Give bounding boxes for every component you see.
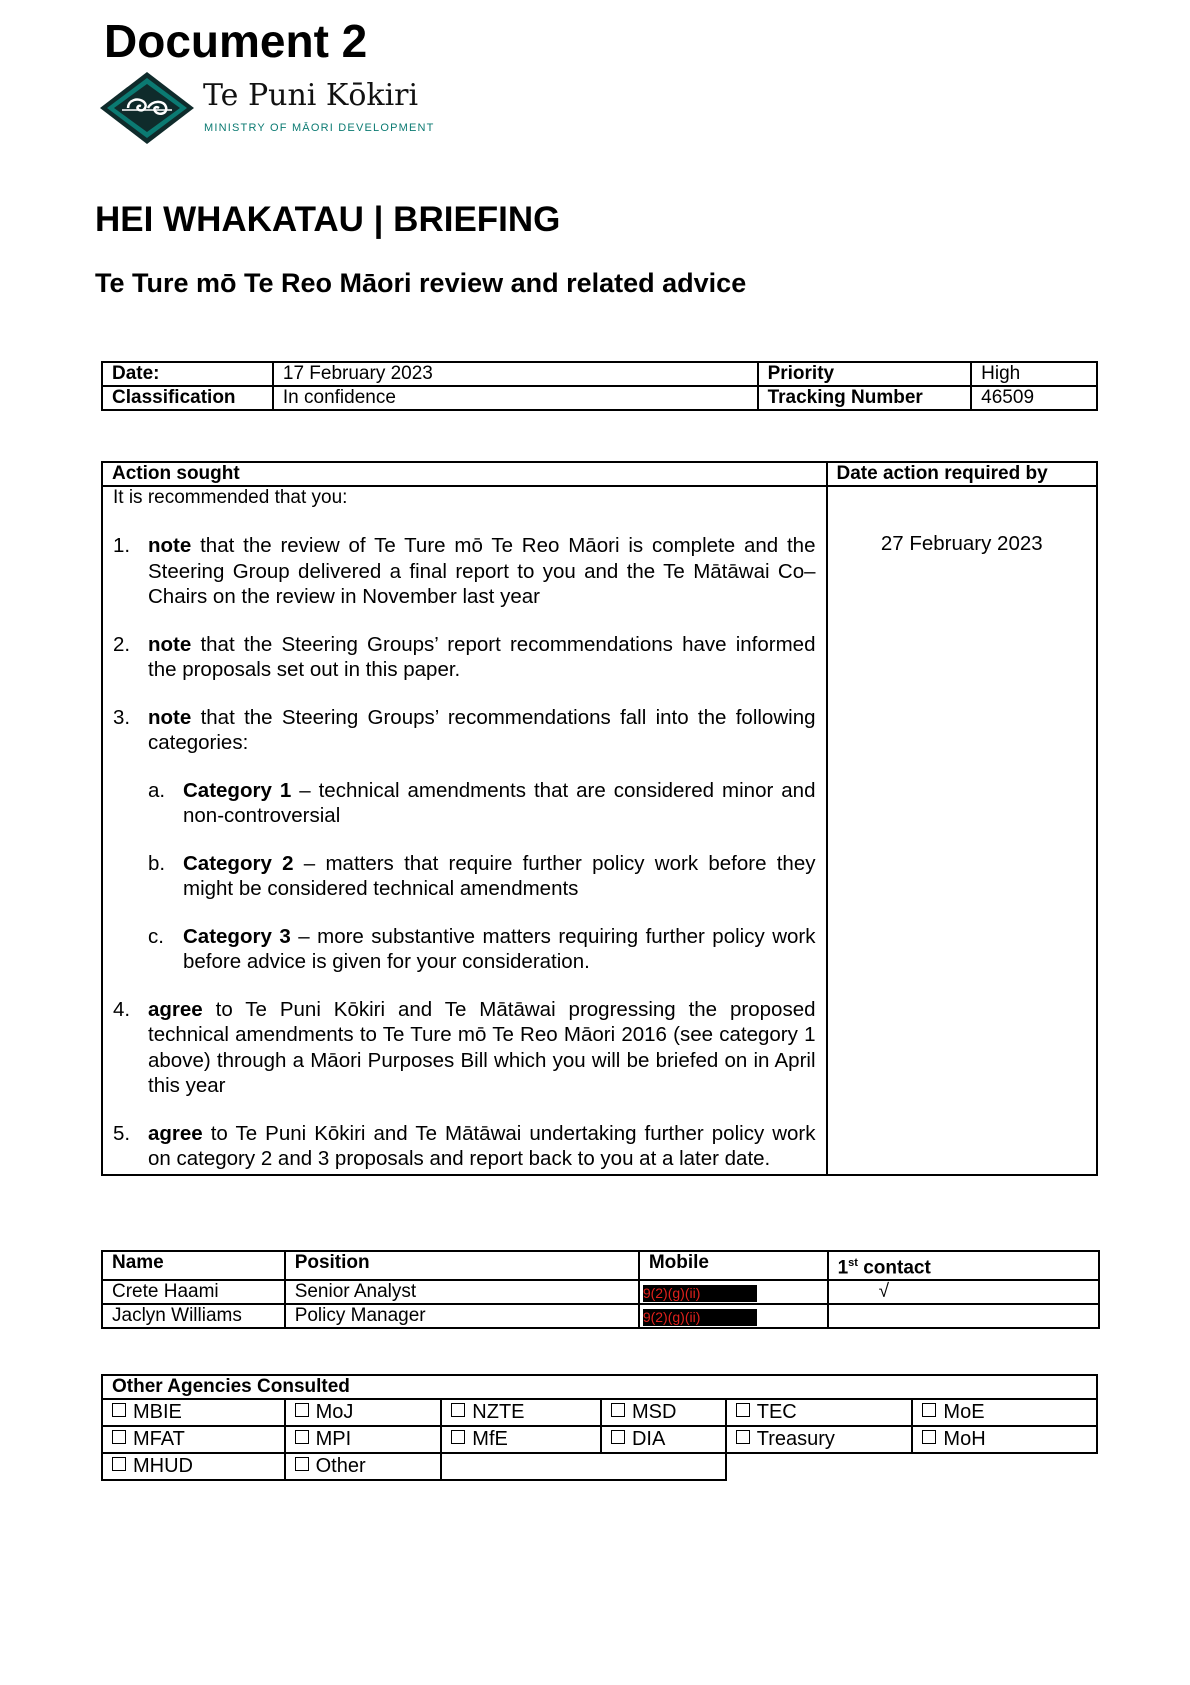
checkbox-icon	[112, 1430, 126, 1444]
recommendation-text: to Te Puni Kōkiri and Te Mātāwai undertaking further policy work on category 2 and 3 proposals and report back to you at a later date.	[148, 1121, 816, 1170]
agencies-header: Other Agencies Consulted	[102, 1375, 1097, 1399]
recommendation-text: that the Steering Groups’ report recommendations have informed the proposals set out in this paper.	[148, 632, 816, 681]
checkbox-icon	[736, 1430, 750, 1444]
category-letter: b.	[148, 851, 166, 875]
recommendations-cell	[102, 486, 827, 1175]
checkbox-icon	[611, 1430, 625, 1444]
recommendation-item	[113, 632, 816, 683]
first-contact-check: √	[828, 1280, 1099, 1304]
checkbox-icon	[295, 1430, 309, 1444]
recommendation-verb: agree	[148, 1121, 203, 1145]
action-sought-header: Action sought	[102, 462, 827, 486]
category-text: – more substantive matters requiring further policy work before advice is given for your consideration.	[183, 924, 816, 973]
contacts-table	[101, 1250, 1100, 1329]
recommendation-number: 1.	[113, 534, 131, 557]
recommendation-number: 3.	[113, 705, 131, 729]
agency-checkbox-treasury[interactable]: Treasury	[726, 1426, 913, 1453]
first-contact-header: 1st contact	[828, 1251, 1099, 1280]
mobile-header: Mobile	[639, 1251, 828, 1280]
recommendation-item	[113, 997, 816, 1099]
checkbox-icon	[451, 1430, 465, 1444]
recommendation-number: 2.	[113, 632, 131, 656]
priority-value: High	[971, 362, 1097, 386]
recommendation-intro: It is recommended that you:	[113, 487, 348, 508]
agency-checkbox-mhud[interactable]: MHUD	[102, 1453, 285, 1480]
agency-checkbox-dia[interactable]: DIA	[601, 1426, 726, 1453]
classification-value: In confidence	[273, 386, 758, 410]
recommendation-verb: note	[148, 705, 192, 729]
agency-checkbox-moe[interactable]: MoE	[912, 1399, 1097, 1426]
date-required-header: Date action required by	[827, 462, 1098, 486]
redacted-mobile: 9(2)(g)(ii)	[643, 1309, 757, 1326]
table-row	[102, 1304, 1099, 1328]
agency-checkbox-other[interactable]: Other	[285, 1453, 442, 1480]
table-row	[102, 1280, 1099, 1304]
agency-checkbox-mbie[interactable]: MBIE	[102, 1399, 285, 1426]
classification-label: Classification	[102, 386, 273, 410]
logo-tagline: MINISTRY OF MĀORI DEVELOPMENT	[204, 122, 435, 134]
checkbox-icon	[295, 1403, 309, 1417]
agency-checkbox-mfe[interactable]: MfE	[441, 1426, 601, 1453]
recommendation-item	[113, 533, 816, 610]
category-letter: c.	[148, 924, 164, 948]
recommendation-text: to Te Puni Kōkiri and Te Mātāwai progressing the proposed technical amendments to Te Ture mō Te Reo Māori 2016 (see category 1 above) through a Māori Purposes Bill which you will be briefed on in April this year	[148, 997, 816, 1097]
briefing-meta-table	[101, 361, 1098, 411]
contact-mobile-cell	[639, 1280, 828, 1304]
category-label: Category 3	[183, 924, 291, 948]
position-header: Position	[285, 1251, 639, 1280]
checkbox-icon	[922, 1430, 936, 1444]
category-item	[148, 924, 816, 975]
agency-checkbox-msd[interactable]: MSD	[601, 1399, 726, 1426]
checkbox-icon	[611, 1403, 625, 1417]
category-text: – technical amendments that are considered minor and non-controversial	[183, 778, 816, 827]
agency-checkbox-moj[interactable]: MoJ	[285, 1399, 442, 1426]
redacted-mobile: 9(2)(g)(ii)	[643, 1285, 757, 1302]
agency-row	[102, 1399, 1097, 1426]
checkbox-icon	[736, 1403, 750, 1417]
checkbox-icon	[922, 1403, 936, 1417]
recommendation-verb: note	[148, 534, 192, 557]
category-item	[148, 851, 816, 902]
date-required-value: 27 February 2023	[827, 486, 1098, 1175]
name-header: Name	[102, 1251, 285, 1280]
action-sought-table	[101, 461, 1098, 1176]
agencies-table	[101, 1374, 1098, 1481]
checkbox-icon	[295, 1457, 309, 1471]
recommendation-item	[113, 1121, 816, 1172]
agency-checkbox-moh[interactable]: MoH	[912, 1426, 1097, 1453]
contact-name: Jaclyn Williams	[102, 1304, 285, 1328]
date-label: Date:	[102, 362, 273, 386]
recommendation-verb: agree	[148, 997, 203, 1021]
first-contact-check	[828, 1304, 1099, 1328]
category-item	[148, 778, 816, 829]
agency-checkbox-mpi[interactable]: MPI	[285, 1426, 442, 1453]
ministry-logo	[98, 70, 435, 146]
category-letter: a.	[148, 778, 166, 802]
priority-label: Priority	[758, 362, 972, 386]
checkbox-icon	[451, 1403, 465, 1417]
tracking-label: Tracking Number	[758, 386, 972, 410]
recommendation-number: 5.	[113, 1121, 131, 1145]
date-value: 17 February 2023	[273, 362, 758, 386]
contact-position: Senior Analyst	[285, 1280, 639, 1304]
agency-checkbox-tec[interactable]: TEC	[726, 1399, 913, 1426]
recommendation-verb: note	[148, 632, 192, 656]
agency-checkbox-nzte[interactable]: NZTE	[441, 1399, 601, 1426]
recommendation-number: 4.	[113, 997, 131, 1021]
checkbox-icon	[112, 1403, 126, 1417]
contact-mobile-cell	[639, 1304, 828, 1328]
agency-blank-area	[726, 1453, 1097, 1480]
category-text: – matters that require further policy work before they might be considered technical amendments	[183, 851, 816, 900]
category-label: Category 1	[183, 778, 292, 802]
recommendation-text: that the review of Te Ture mō Te Reo Māori is complete and the Steering Group delivered a final report to you and the Te Mātāwai Co–Chairs on the review in November last year	[148, 534, 816, 608]
contact-position: Policy Manager	[285, 1304, 639, 1328]
category-label: Category 2	[183, 851, 294, 875]
contact-name: Crete Haami	[102, 1280, 285, 1304]
recommendation-text: that the Steering Groups’ recommendations fall into the following categories:	[148, 705, 816, 754]
agency-empty-cell	[441, 1453, 725, 1480]
tracking-value: 46509	[971, 386, 1097, 410]
agency-row	[102, 1453, 1097, 1480]
page-title: HEI WHAKATAU | BRIEFING	[95, 200, 561, 239]
document-label: Document 2	[104, 15, 368, 67]
agency-row	[102, 1426, 1097, 1453]
agency-checkbox-mfat[interactable]: MFAT	[102, 1426, 285, 1453]
page-subtitle: Te Ture mō Te Reo Māori review and related advice	[95, 268, 747, 298]
logo-name: Te Puni Kōkiri	[203, 78, 419, 113]
checkbox-icon	[112, 1457, 126, 1471]
koru-emblem-icon	[98, 70, 196, 146]
recommendation-item	[113, 705, 816, 975]
